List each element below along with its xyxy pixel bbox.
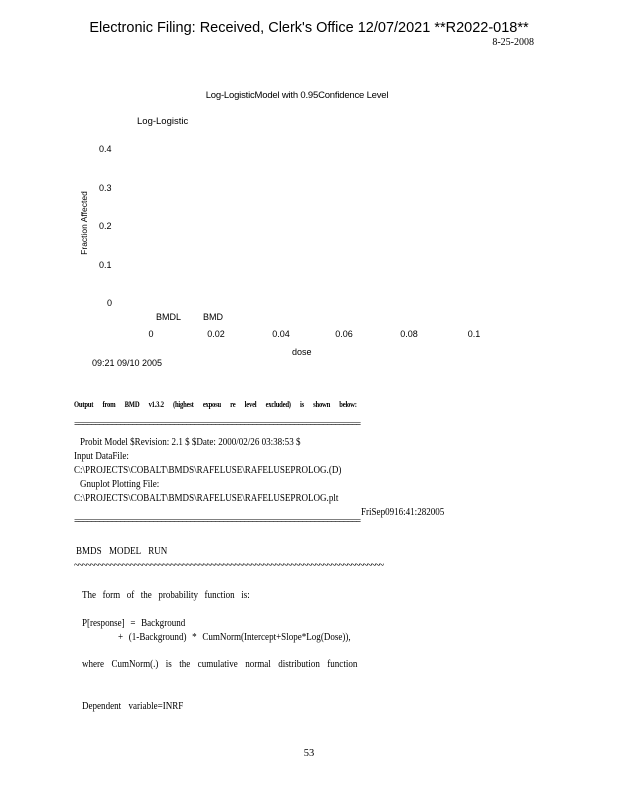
y-tick-label: 0.3 xyxy=(99,183,112,193)
chart-timestamp: 09:21 09/10 2005 xyxy=(92,358,163,368)
output-line-gnuplot-label: Gnuplot Plotting File: xyxy=(80,479,160,490)
dependent-variable: Dependent variable=INRF xyxy=(82,701,184,712)
bmdl-marker-label: BMDL xyxy=(156,312,182,322)
x-tick-label: 0.1 xyxy=(467,329,481,339)
output-line-input-path: C:\PROJECTS\COBALT\BMDS\RAFELUSE\RAFELUSEPROLOG.(D) xyxy=(74,465,342,476)
y-tick-label: 0.2 xyxy=(99,221,112,231)
equation-line-2: + (1-Background) * CumNorm(Intercept+Slope*Log(Dose)), xyxy=(118,632,351,643)
divider-rule: ===================================================================== xyxy=(74,419,360,430)
y-tick-label: 0.4 xyxy=(99,144,112,154)
tilde-rule: ~~~~~~~~~~~~~~~~~~~~~~~~~~~~~~~~~~~~~~~~~~~~~~~~~~~~~~~~~~~~~~~~~~~~~~~~~~~~~ xyxy=(74,560,383,571)
output-intro: Output from BMD v1.3.2 (highest exposu re level excluded) is shown below: xyxy=(74,399,357,409)
y-tick-label: 0.1 xyxy=(99,260,112,270)
y-tick-label: 0 xyxy=(107,298,113,308)
chart-title: Log-LogisticModel with 0.95Confidence Level xyxy=(205,90,389,101)
x-axis-label: dose xyxy=(292,347,312,357)
output-line-revision: Probit Model $Revision: 2.1 $ $Date: 2000/02/26 03:38:53 $ xyxy=(80,437,301,448)
output-line-gnuplot-path: C:\PROJECTS\COBALT\BMDS\RAFELUSE\RAFELUSEPROLOG.plt xyxy=(74,493,339,504)
form-text: The form of the probability function is: xyxy=(82,590,250,601)
page-number: 53 xyxy=(303,748,315,759)
divider-rule: ===================================================================== xyxy=(74,516,360,527)
chart-subtitle: Log-Logistic xyxy=(137,116,189,127)
x-tick-label: 0 xyxy=(148,329,154,339)
filing-header: Electronic Filing: Received, Clerk's Office 12/07/2021 **R2022-018** xyxy=(89,20,529,36)
y-axis-label: Fraction Affected xyxy=(78,191,89,255)
x-tick-label: 0.04 xyxy=(272,329,290,339)
x-tick-label: 0.02 xyxy=(207,329,225,339)
output-line-run-date: FriSep0916:41:282005 xyxy=(361,507,445,518)
equation-line-1: P[response] = Background xyxy=(82,618,186,629)
output-line-input-label: Input DataFile: xyxy=(74,451,129,462)
x-tick-label: 0.08 xyxy=(400,329,418,339)
x-tick-label: 0.06 xyxy=(335,329,353,339)
document-date: 8-25-2008 xyxy=(492,37,534,48)
where-text: where CumNorm(.) is the cumulative normal distribution function xyxy=(82,659,358,670)
bmd-marker-label: BMD xyxy=(203,312,223,322)
run-title: BMDS MODEL RUN xyxy=(76,546,168,557)
